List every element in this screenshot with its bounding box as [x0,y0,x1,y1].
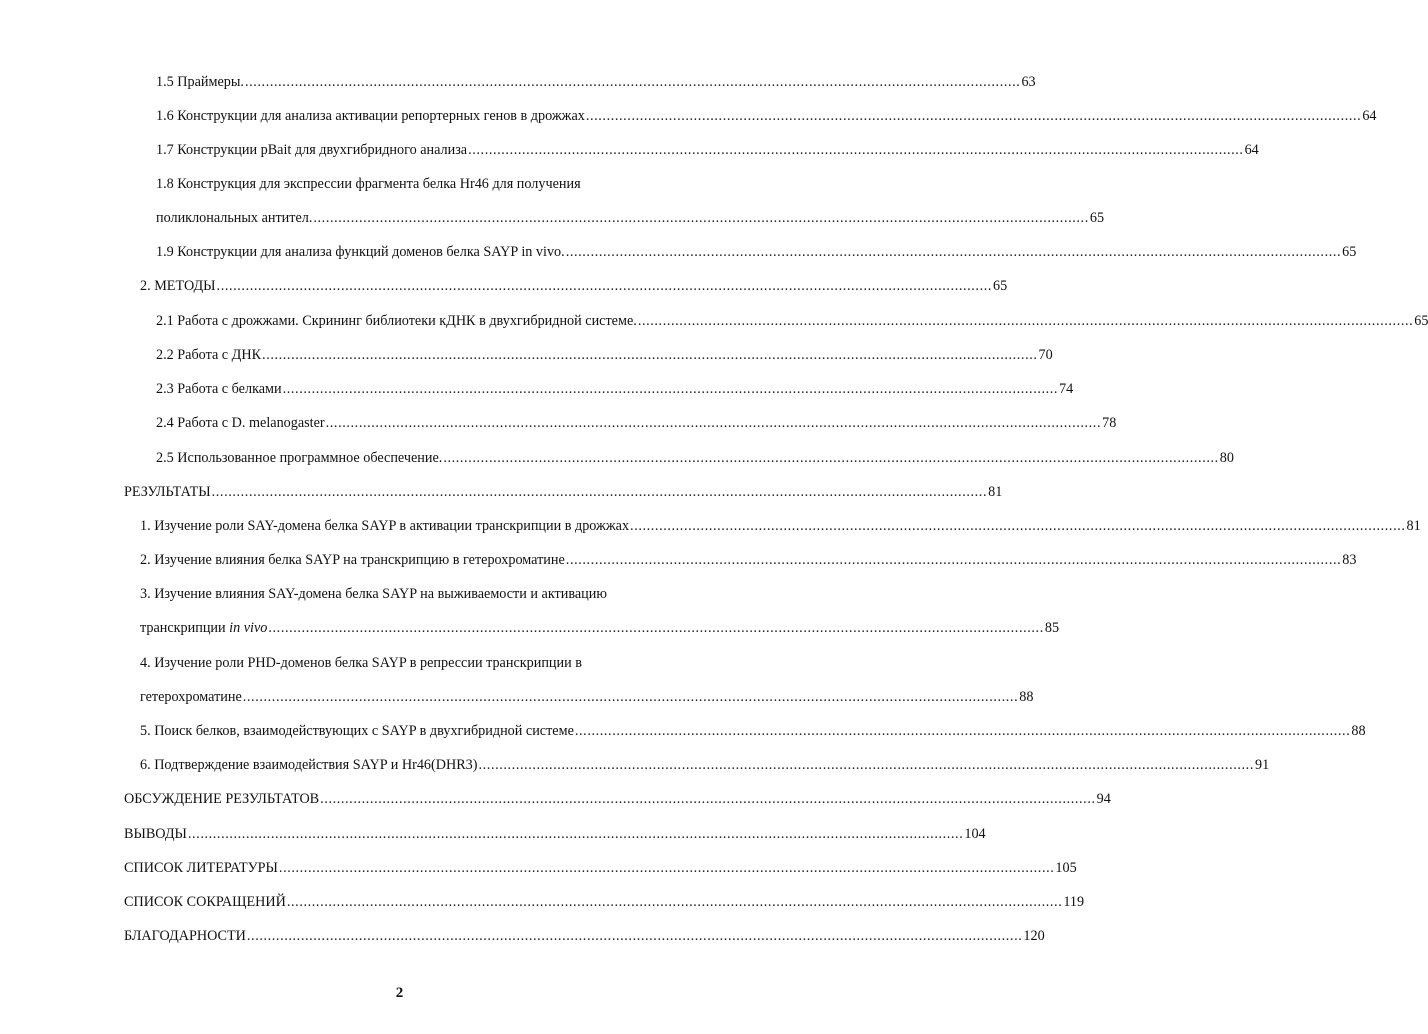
dot-leader: ........................................................................................................................................................................................... [478,757,1254,773]
page-number: 2 [395,985,404,1001]
toc-entry [156,381,1074,398]
toc-entry [156,450,1234,467]
toc-entry-title: 1.9 Конструкции для анализа функций доменов белка SAYP in vivo. [156,244,565,260]
toc-entry [140,689,1034,706]
dot-leader: ........................................................................................................................................................................................... [565,244,1342,260]
toc-entry-title: РЕЗУЛЬТАТЫ [124,484,211,500]
dot-leader: ........................................................................................................................................................................................... [313,210,1089,226]
toc-entry-title: 2.3 Работа с белками [156,381,282,397]
toc-entry [156,142,1259,159]
toc-entry-page: 80 [1219,450,1234,466]
dot-leader: ........................................................................................................................................................................................... [216,278,993,294]
dot-leader: ........................................................................................................................................................................................... [244,74,1021,90]
toc-entry [140,757,1270,774]
toc-entry-page: 63 [1021,74,1036,90]
dot-leader: ........................................................................................................................................................................................... [211,484,988,500]
toc-entry [124,791,1111,808]
toc-entry-title: 6. Подтверждение взаимодействия SAYP и Hr46(DHR3) [140,757,478,773]
toc-entry-title: СПИСОК ЛИТЕРАТУРЫ [124,860,278,876]
toc-entry-title: 5. Поиск белков, взаимодействующих с SAYP в двухгибридной системе [140,723,574,739]
toc-entry-page: 88 [1351,723,1366,739]
toc-entry-title: СПИСОК СОКРАЩЕНИЙ [124,894,286,910]
toc-entry-title: 2.5 Использованное программное обеспечение. [156,450,443,466]
toc-entry-title: ОБСУЖДЕНИЕ РЕЗУЛЬТАТОВ [124,791,320,807]
toc-entry-title: 1.8 Конструкция для экспрессии фрагмента белка Hr46 для получения [156,176,581,192]
toc-entry [124,894,1085,911]
toc-entry-page: 85 [1044,620,1060,636]
toc-entry-continued [156,176,581,193]
toc-entry-title-prefix: транскрипции [140,620,230,636]
dot-leader: ........................................................................................................................................................................................... [637,313,1414,329]
toc-entry-title: 2. МЕТОДЫ [140,278,216,294]
dot-leader: ........................................................................................................................................................................................... [242,689,1019,705]
toc-entry [140,552,1357,569]
toc-entry [140,518,1421,535]
toc-entry-page: 74 [1059,381,1074,397]
toc-entry-title: ВЫВОДЫ [124,826,187,842]
toc-entry-title-italic: in vivo [229,620,268,636]
toc-entry [124,928,1045,945]
toc-entry-page: 91 [1254,757,1270,773]
toc-entry-title: 4. Изучение роли PHD-доменов белка SAYP в репрессии транскрипции в [140,655,582,671]
toc-entry [156,347,1053,364]
toc-entry [156,210,1105,227]
toc-entry-page: 65 [1342,244,1357,260]
toc-entry-page: 78 [1102,415,1117,431]
toc-entry-page: 81 [988,484,1003,500]
toc-entry-page: 120 [1023,928,1045,944]
toc-entry-title [140,620,267,637]
toc-entry-page: 65 [1414,313,1428,329]
toc-entry-title: 1.6 Конструкции для анализа активации репортерных генов в дрожжах [156,108,585,124]
toc-entry [140,278,1008,295]
toc-entry [156,313,1428,330]
toc-entry-title: 2.1 Работа с дрожжами. Скрининг библиотеки кДНК в двухгибридной системе. [156,313,637,329]
toc-entry-title: 1. Изучение роли SAY-домена белка SAYP в активации транскрипции в дрожжах [140,518,630,534]
dot-leader: ........................................................................................................................................................................................... [187,826,964,842]
dot-leader: ........................................................................................................................................................................................... [286,894,1063,910]
dot-leader: ........................................................................................................................................................................................... [630,518,1406,534]
toc-entry [140,723,1366,740]
toc-entry-title: 3. Изучение влияния SAY-домена белка SAYP на выживаемости и активацию [140,586,607,602]
toc-entry [156,244,1357,261]
toc-entry-page: 119 [1063,894,1085,910]
toc-entry-page: 88 [1019,689,1034,705]
dot-leader: ........................................................................................................................................................................................... [574,723,1351,739]
toc-entry-title: 2. Изучение влияния белка SAYP на транскрипцию в гетерохроматине [140,552,565,568]
toc-entry-page: 65 [1089,210,1105,226]
toc-entry-page: 64 [1362,108,1377,124]
toc-entry-page: 83 [1342,552,1357,568]
toc-entry-title: гетерохроматине [140,689,242,705]
dot-leader: ........................................................................................................................................................................................... [282,381,1059,397]
toc-entry-title: поликлональных антител. [156,210,313,226]
toc-entry-title: 2.2 Работа с ДНК [156,347,262,363]
toc-entry-page: 64 [1244,142,1259,158]
toc-entry [156,74,1036,91]
toc-entry [124,826,986,843]
dot-leader: ........................................................................................................................................................................................... [246,928,1023,944]
toc-entry-page: 104 [964,826,986,842]
dot-leader: ........................................................................................................................................................................................... [320,791,1096,807]
toc-entry [124,484,1003,501]
toc-entry [124,860,1077,877]
dot-leader: ........................................................................................................................................................................................... [565,552,1342,568]
dot-leader: ........................................................................................................................................................................................... [268,620,1044,636]
toc-entry-title: 2.4 Работа с D. melanogaster [156,415,325,431]
dot-leader: ........................................................................................................................................................................................... [262,347,1038,363]
toc-entry-page: 65 [993,278,1008,294]
toc-entry-title: БЛАГОДАРНОСТИ [124,928,246,944]
toc-entry-continued [140,655,582,672]
toc-entry-page: 81 [1406,518,1421,534]
dot-leader: ........................................................................................................................................................................................... [585,108,1362,124]
toc-entry [140,620,1060,637]
toc-entry [156,108,1377,125]
toc-entry-page: 70 [1038,347,1053,363]
dot-leader: ........................................................................................................................................................................................... [468,142,1244,158]
toc-entry-title: 1.5 Праймеры. [156,74,244,90]
toc-entry-page: 94 [1096,791,1111,807]
toc-entry-title: 1.7 Конструкции pBait для двухгибридного анализа [156,142,468,158]
toc-entry-continued [140,586,607,603]
dot-leader: ........................................................................................................................................................................................... [443,450,1219,466]
dot-leader: ........................................................................................................................................................................................... [278,860,1055,876]
toc-entry [156,415,1117,432]
dot-leader: ........................................................................................................................................................................................... [325,415,1102,431]
toc-entry-page: 105 [1055,860,1077,876]
